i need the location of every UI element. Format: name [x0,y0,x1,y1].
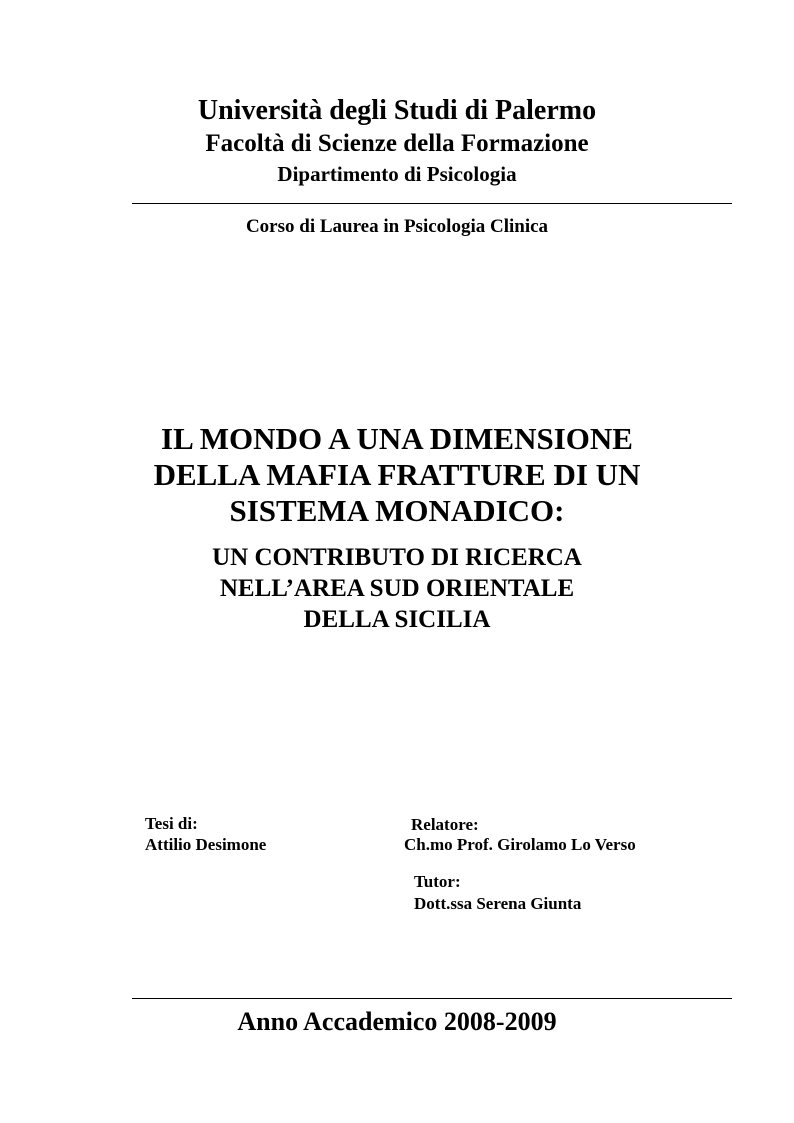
thesis-author: Attilio Desimone [145,835,267,854]
department-name: Dipartimento di Psicologia [277,162,517,186]
bottom-divider [132,998,732,999]
thesis-label: Tesi di: [145,814,198,833]
title-line-1: IL MONDO A UNA DIMENSIONE [161,421,633,456]
tutor-name: Dott.ssa Serena Giunta [414,894,582,913]
advisor-name: Ch.mo Prof. Girolamo Lo Verso [404,835,636,854]
tutor-label: Tutor: [414,872,461,891]
university-name: Università degli Studi di Palermo [197,95,597,126]
subtitle-line-1: UN CONTRIBUTO DI RICERCA [212,544,582,571]
title-line-2: DELLA MAFIA FRATTURE DI UN [153,457,641,492]
advisor-label: Relatore: [411,815,479,834]
subtitle-line-3: DELLA SICILIA [303,606,491,633]
academic-year: Anno Accademico 2008-2009 [237,1007,557,1036]
faculty-name: Facoltà di Scienze della Formazione [205,130,589,157]
title-line-3: SISTEMA MONADICO: [229,493,565,528]
subtitle-line-2: NELL’AREA SUD ORIENTALE [219,575,575,602]
top-divider [132,203,732,204]
degree-course: Corso di Laurea in Psicologia Clinica [245,216,549,237]
